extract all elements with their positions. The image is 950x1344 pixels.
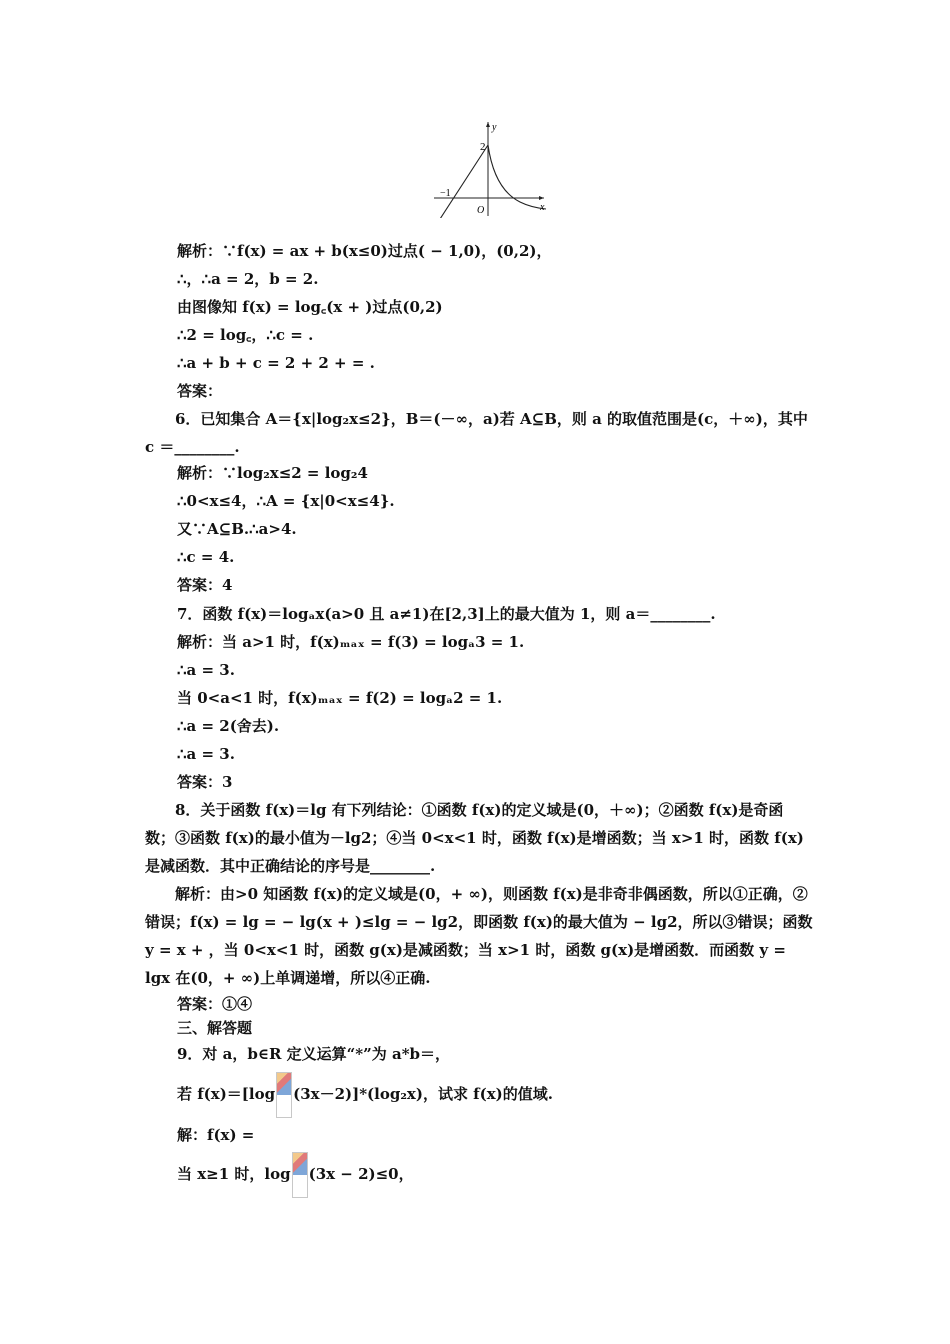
origin-label: O — [477, 205, 485, 216]
text-line: ∴a = 3. — [177, 661, 235, 679]
x-axis-arrow — [539, 196, 544, 200]
formula-line — [177, 1152, 414, 1198]
broken-image-icon — [292, 1152, 308, 1198]
text-line: ∴a + b + c = 2 + 2 + = . — [177, 354, 375, 372]
y-axis-arrow — [486, 122, 490, 127]
text-part: 当 x≥1 时，log — [177, 1165, 291, 1183]
text-line: ∴a = 3. — [177, 745, 235, 763]
text-line: 解析：∵f(x) = ax + b(x≤0)过点( − 1,0)，(0,2)， — [177, 242, 552, 260]
solution-8: 解析：由>0 知函数 f(x)的定义域是(0，+ ∞)，则函数 f(x)是非奇非偶函数，所以①正确，②错误；f(x) = lg = − lg(x + )≤lg = − lg2，即函数 f(x)的最大值为 − lg2，所以③错误；函数 y = x + ，当 0<x<1 时，函数 g(x)是减函数；当 x>1 时，函数 g(x)是增函数．而函数 y = lgx 在(0，+ ∞)上单调递增，所以④正确. — [145, 885, 813, 987]
text-line: 当 0<a<1 时，f(x)ₘₐₓ = f(2) = logₐ2 = 1. — [177, 689, 503, 707]
broken-image-icon — [276, 1072, 292, 1118]
y-axis-label: y — [492, 122, 497, 133]
x-axis-label: x — [540, 202, 545, 213]
section-heading: 三、解答题 — [177, 1019, 253, 1037]
answer-line: 答案： — [177, 382, 223, 400]
x-tick-label: −1 — [440, 188, 451, 199]
question-8: 8．关于函数 f(x)＝lg 有下列结论：①函数 f(x)的定义域是(0，＋∞)；②函数 f(x)是奇函数；③函数 f(x)的最小值为－lg2；④当 0<x<1 时，函数 f(x)是增函数；当 x>1 时，函数 f(x)是减函数．其中正确结论的序号是________. — [145, 801, 804, 875]
text-part: 若 f(x)＝[log — [177, 1085, 276, 1103]
text-part: (3x－2)]*(log₂x)，试求 f(x)的值域. — [293, 1085, 553, 1103]
function-graph — [430, 118, 550, 218]
question-6: 6．已知集合 A＝{x|log₂x≤2}，B＝(－∞，a)若 A⊆B，则 a 的取值范围是(c，＋∞)，其中 c ＝________. — [145, 410, 808, 456]
answer-line: 答案：3 — [177, 773, 233, 791]
text-line: ∴2 = log꜀，∴c = . — [177, 326, 314, 344]
answer-line: 答案：4 — [177, 576, 233, 594]
text-line: 由图像知 f(x) = log꜀(x + )过点(0,2) — [177, 298, 443, 316]
text-line: ∴0<x≤4，∴A = {x|0<x≤4}. — [177, 492, 395, 510]
text-line: 解：f(x) = — [177, 1126, 255, 1144]
text-line: ∴a = 2(舍去). — [177, 717, 280, 735]
log-branch — [488, 145, 546, 209]
text-line: ∴，∴a = 2，b = 2. — [177, 270, 319, 288]
formula-line — [177, 1072, 553, 1118]
answer-line: 答案：①④ — [177, 995, 253, 1013]
text-line: 解析：当 a>1 时，f(x)ₘₐₓ = f(3) = logₐ3 = 1. — [177, 633, 525, 651]
text-line: ∴c = 4. — [177, 548, 235, 566]
y-tick-label: 2 — [480, 141, 486, 153]
text-part: (3x − 2)≤0， — [308, 1165, 414, 1183]
question-9: 9．对 a，b∈R 定义运算“*”为 a*b＝， — [177, 1045, 451, 1063]
question-7: 7．函数 f(x)＝logₐx(a>0 且 a≠1)在[2,3]上的最大值为 1，则 a＝________. — [177, 605, 716, 623]
text-line: 又∵A⊆B.∴a>4. — [177, 520, 297, 538]
text-line: 解析：∵log₂x≤2 = log₂4 — [177, 464, 368, 482]
